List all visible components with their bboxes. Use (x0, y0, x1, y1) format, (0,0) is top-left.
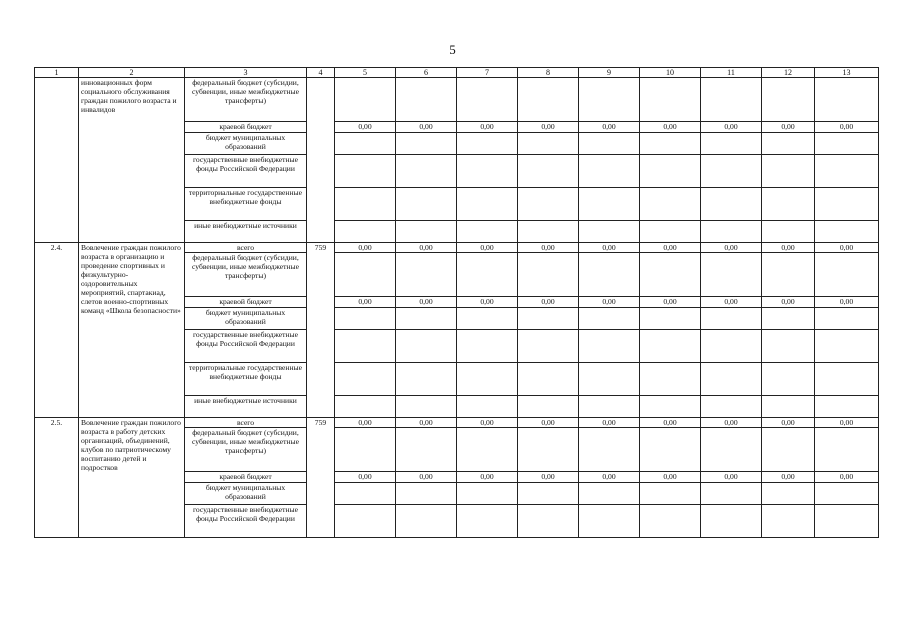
value-cell (457, 155, 518, 188)
code-cell: 759 (307, 243, 335, 418)
value-cell: 0,00 (396, 297, 457, 308)
value-cell (640, 363, 701, 396)
value-cell: 0,00 (396, 122, 457, 133)
value-cell (815, 396, 879, 418)
column-number: 13 (815, 68, 879, 78)
value-cell (815, 78, 879, 122)
value-cell (701, 505, 762, 538)
value-cell (457, 363, 518, 396)
funding-source: краевой бюджет (185, 472, 307, 483)
value-cell (396, 133, 457, 155)
value-cell (518, 308, 579, 330)
value-cell: 0,00 (701, 122, 762, 133)
value-cell (518, 483, 579, 505)
value-cell (579, 396, 640, 418)
value-cell (335, 308, 396, 330)
value-cell: 0,00 (762, 297, 815, 308)
value-cell (396, 396, 457, 418)
value-cell: 0,00 (457, 472, 518, 483)
value-cell: 0,00 (701, 243, 762, 253)
value-cell (579, 505, 640, 538)
value-cell (335, 133, 396, 155)
value-cell (518, 221, 579, 243)
value-cell: 0,00 (518, 418, 579, 428)
value-cell (640, 330, 701, 363)
column-number: 5 (335, 68, 396, 78)
funding-source: иные внебюджетные источники (185, 396, 307, 418)
value-cell (579, 483, 640, 505)
value-cell (815, 308, 879, 330)
item-number: 2.4. (35, 243, 79, 418)
value-cell (457, 330, 518, 363)
value-cell (762, 78, 815, 122)
value-cell (457, 308, 518, 330)
value-cell: 0,00 (518, 472, 579, 483)
value-cell (396, 505, 457, 538)
value-cell (579, 428, 640, 472)
value-cell: 0,00 (815, 297, 879, 308)
funding-source: краевой бюджет (185, 297, 307, 308)
value-cell (762, 188, 815, 221)
value-cell (640, 428, 701, 472)
value-cell (640, 78, 701, 122)
column-number: 10 (640, 68, 701, 78)
value-cell: 0,00 (457, 243, 518, 253)
value-cell (815, 133, 879, 155)
value-cell (815, 253, 879, 297)
funding-source: бюджет муниципальных образований (185, 483, 307, 505)
value-cell (335, 483, 396, 505)
value-cell: 0,00 (396, 472, 457, 483)
value-cell (396, 363, 457, 396)
value-cell (457, 221, 518, 243)
value-cell (640, 133, 701, 155)
value-cell (335, 505, 396, 538)
funding-source: всего (185, 418, 307, 428)
value-cell (579, 78, 640, 122)
funding-source: государственные внебюджетные фонды Российской Федерации (185, 330, 307, 363)
value-cell: 0,00 (579, 297, 640, 308)
item-number (35, 78, 79, 243)
value-cell: 0,00 (640, 472, 701, 483)
value-cell (762, 155, 815, 188)
value-cell: 0,00 (762, 243, 815, 253)
column-number: 3 (185, 68, 307, 78)
value-cell (701, 308, 762, 330)
funding-source: федеральный бюджет (субсидии, субвенции, иные межбюджетные трансферты) (185, 428, 307, 472)
value-cell (762, 330, 815, 363)
value-cell (457, 505, 518, 538)
value-cell (335, 330, 396, 363)
value-cell (335, 78, 396, 122)
value-cell: 0,00 (335, 122, 396, 133)
value-cell (396, 483, 457, 505)
value-cell (457, 396, 518, 418)
value-cell (396, 330, 457, 363)
column-number: 4 (307, 68, 335, 78)
value-cell (815, 188, 879, 221)
value-cell (701, 483, 762, 505)
value-cell: 0,00 (762, 122, 815, 133)
value-cell (579, 308, 640, 330)
value-cell (518, 188, 579, 221)
value-cell: 0,00 (640, 297, 701, 308)
table-row (35, 78, 879, 122)
column-number: 1 (35, 68, 79, 78)
funding-source: федеральный бюджет (субсидии, субвенции, иные межбюджетные трансферты) (185, 253, 307, 297)
value-cell (701, 363, 762, 396)
value-cell (701, 253, 762, 297)
column-number: 11 (701, 68, 762, 78)
value-cell (396, 253, 457, 297)
value-cell: 0,00 (335, 297, 396, 308)
value-cell (518, 155, 579, 188)
value-cell (396, 221, 457, 243)
value-cell (518, 330, 579, 363)
funding-source: федеральный бюджет (субсидии, субвенции, иные межбюджетные трансферты) (185, 78, 307, 122)
value-cell: 0,00 (579, 418, 640, 428)
funding-source: бюджет муниципальных образований (185, 308, 307, 330)
value-cell (701, 396, 762, 418)
value-cell (335, 155, 396, 188)
value-cell (701, 133, 762, 155)
value-cell (335, 363, 396, 396)
value-cell: 0,00 (579, 472, 640, 483)
value-cell (518, 133, 579, 155)
value-cell (762, 505, 815, 538)
value-cell (335, 396, 396, 418)
value-cell (815, 221, 879, 243)
table-row (35, 243, 879, 253)
value-cell: 0,00 (640, 243, 701, 253)
funding-source: территориальные государственные внебюджетные фонды (185, 188, 307, 221)
value-cell (335, 253, 396, 297)
value-cell (579, 155, 640, 188)
value-cell (396, 428, 457, 472)
value-cell (396, 155, 457, 188)
value-cell (518, 253, 579, 297)
value-cell (518, 78, 579, 122)
value-cell (762, 363, 815, 396)
value-cell (335, 221, 396, 243)
value-cell: 0,00 (457, 418, 518, 428)
value-cell (815, 428, 879, 472)
value-cell: 0,00 (335, 418, 396, 428)
value-cell: 0,00 (701, 472, 762, 483)
value-cell (579, 188, 640, 221)
value-cell (457, 428, 518, 472)
table-row (35, 418, 879, 428)
code-cell: 759 (307, 418, 335, 538)
value-cell: 0,00 (457, 297, 518, 308)
value-cell (701, 330, 762, 363)
value-cell (815, 155, 879, 188)
value-cell: 0,00 (579, 243, 640, 253)
value-cell (762, 253, 815, 297)
value-cell: 0,00 (815, 418, 879, 428)
value-cell (762, 396, 815, 418)
column-number: 8 (518, 68, 579, 78)
value-cell (579, 363, 640, 396)
value-cell (518, 396, 579, 418)
value-cell (762, 221, 815, 243)
value-cell (579, 133, 640, 155)
value-cell (762, 133, 815, 155)
value-cell (579, 221, 640, 243)
value-cell (518, 363, 579, 396)
value-cell: 0,00 (640, 418, 701, 428)
value-cell (701, 428, 762, 472)
value-cell: 0,00 (815, 122, 879, 133)
value-cell (396, 188, 457, 221)
value-cell (762, 483, 815, 505)
item-name: инновационных форм социального обслуживания граждан пожилого возраста и инвалидов (79, 78, 185, 243)
value-cell: 0,00 (518, 122, 579, 133)
value-cell: 0,00 (579, 122, 640, 133)
value-cell (518, 428, 579, 472)
value-cell (640, 221, 701, 243)
value-cell (457, 483, 518, 505)
value-cell (335, 428, 396, 472)
value-cell (396, 308, 457, 330)
column-number: 6 (396, 68, 457, 78)
value-cell: 0,00 (701, 297, 762, 308)
value-cell (815, 483, 879, 505)
value-cell: 0,00 (396, 418, 457, 428)
value-cell (762, 308, 815, 330)
value-cell (701, 78, 762, 122)
value-cell (701, 221, 762, 243)
column-number: 9 (579, 68, 640, 78)
value-cell (579, 330, 640, 363)
value-cell (701, 188, 762, 221)
value-cell (457, 188, 518, 221)
value-cell: 0,00 (815, 243, 879, 253)
value-cell (457, 253, 518, 297)
column-number: 2 (79, 68, 185, 78)
value-cell (396, 78, 457, 122)
funding-source: краевой бюджет (185, 122, 307, 133)
page-number: 5 (449, 42, 456, 57)
value-cell: 0,00 (518, 297, 579, 308)
value-cell (518, 505, 579, 538)
item-name: Вовлечение граждан пожилого возраста в организацию и проведение спортивных и физкультурно-оздоровительных мероприятий, спартакиад, слетов военно-спортивных команд «Школа безопасности» (79, 243, 185, 418)
value-cell (579, 253, 640, 297)
value-cell (640, 253, 701, 297)
value-cell (457, 133, 518, 155)
column-number: 7 (457, 68, 518, 78)
value-cell: 0,00 (396, 243, 457, 253)
funding-source: иные внебюджетные источники (185, 221, 307, 243)
value-cell (335, 188, 396, 221)
value-cell (457, 78, 518, 122)
code-cell (307, 78, 335, 243)
value-cell: 0,00 (640, 122, 701, 133)
value-cell: 0,00 (457, 122, 518, 133)
value-cell: 0,00 (701, 418, 762, 428)
value-cell (640, 505, 701, 538)
column-number-row (35, 68, 879, 78)
value-cell (815, 505, 879, 538)
funding-source: территориальные государственные внебюджетные фонды (185, 363, 307, 396)
value-cell: 0,00 (815, 472, 879, 483)
column-number: 12 (762, 68, 815, 78)
value-cell: 0,00 (518, 243, 579, 253)
value-cell: 0,00 (335, 243, 396, 253)
value-cell (815, 330, 879, 363)
item-name: Вовлечение граждан пожилого возраста в работу детских организаций, объединений, клубов по патриотическому воспитанию детей и подростков (79, 418, 185, 538)
value-cell (640, 155, 701, 188)
value-cell (640, 483, 701, 505)
funding-source: государственные внебюджетные фонды Российской Федерации (185, 155, 307, 188)
budget-table (34, 67, 879, 538)
value-cell (815, 363, 879, 396)
value-cell: 0,00 (335, 472, 396, 483)
funding-source: бюджет муниципальных образований (185, 133, 307, 155)
value-cell: 0,00 (762, 472, 815, 483)
value-cell (640, 188, 701, 221)
value-cell (762, 428, 815, 472)
value-cell (701, 155, 762, 188)
value-cell: 0,00 (762, 418, 815, 428)
funding-source: всего (185, 243, 307, 253)
item-number: 2.5. (35, 418, 79, 538)
value-cell (640, 308, 701, 330)
funding-source: государственные внебюджетные фонды Российской Федерации (185, 505, 307, 538)
value-cell (640, 396, 701, 418)
